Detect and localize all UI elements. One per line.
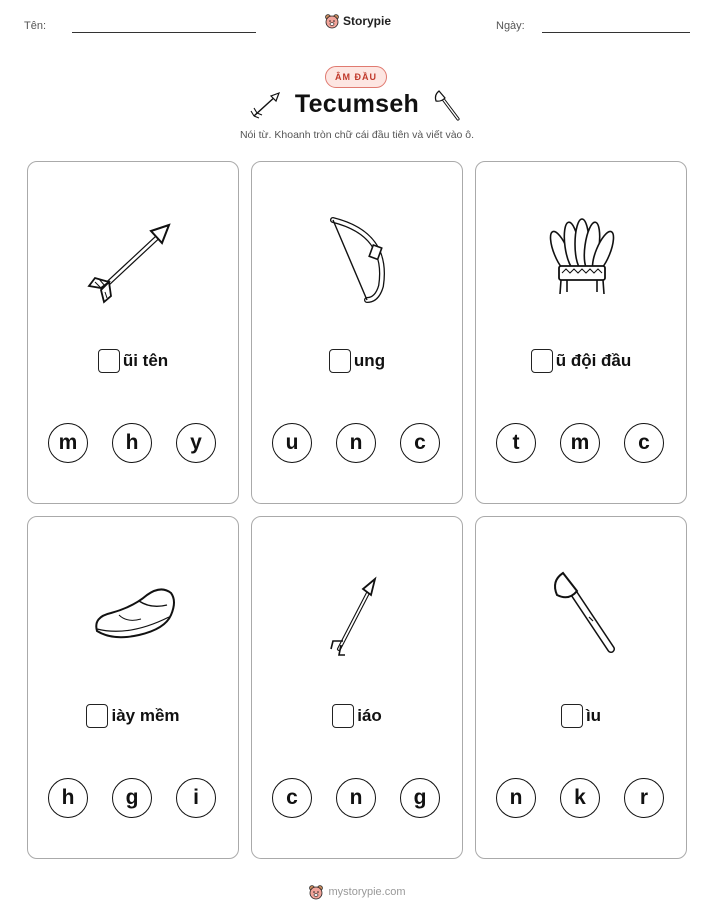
category-badge: ÂM ĐẦU — [325, 66, 387, 88]
answer-box[interactable] — [561, 704, 583, 728]
word-prompt — [252, 704, 462, 728]
bear-mascot-icon — [308, 884, 324, 900]
letter-choice[interactable]: n — [496, 778, 536, 818]
word-card — [251, 161, 463, 504]
letter-choice[interactable]: m — [48, 423, 88, 463]
name-line[interactable] — [72, 32, 256, 33]
letter-choice[interactable]: y — [176, 423, 216, 463]
axe-icon — [527, 571, 637, 661]
letter-choice[interactable]: g — [112, 778, 152, 818]
answer-box[interactable] — [329, 349, 351, 373]
answer-box[interactable] — [86, 704, 108, 728]
brand-logo — [324, 13, 391, 29]
spear-icon — [303, 571, 413, 661]
word-card — [251, 516, 463, 859]
footer-url[interactable]: mystorypie.com — [328, 886, 406, 898]
word-prompt — [28, 704, 238, 728]
word-ending: iày mềm — [111, 706, 180, 725]
word-ending: ung — [353, 351, 386, 370]
page-title: Tecumseh — [294, 90, 420, 118]
answer-box[interactable] — [98, 349, 120, 373]
word-card — [475, 161, 687, 504]
letter-choice[interactable]: c — [272, 778, 312, 818]
word-prompt — [476, 704, 686, 728]
date-line[interactable] — [542, 32, 690, 33]
word-card — [27, 516, 239, 859]
bear-mascot-icon — [324, 13, 340, 29]
letter-choice[interactable]: i — [176, 778, 216, 818]
moccasin-shoe-icon — [79, 571, 189, 661]
footer — [0, 884, 714, 900]
brand-name: Storypie — [343, 14, 392, 28]
instructions: Nói từ. Khoanh tròn chữ cái đầu tiên và viết vào ô. — [239, 129, 475, 141]
answer-box[interactable] — [332, 704, 354, 728]
letter-choice[interactable]: h — [48, 778, 88, 818]
answer-box[interactable] — [531, 349, 553, 373]
arrow-icon — [79, 216, 189, 306]
letter-choice[interactable]: c — [624, 423, 664, 463]
letter-choice[interactable]: m — [560, 423, 600, 463]
letter-choice[interactable]: n — [336, 423, 376, 463]
feather-headdress-icon — [527, 216, 637, 306]
word-prompt — [252, 349, 462, 373]
letter-choice[interactable]: t — [496, 423, 536, 463]
letter-choice[interactable]: u — [272, 423, 312, 463]
word-card — [475, 516, 687, 859]
letter-choice[interactable]: c — [400, 423, 440, 463]
date-label: Ngày: — [496, 20, 525, 32]
word-ending: ũ đội đầu — [555, 351, 632, 370]
name-label: Tên: — [24, 20, 47, 32]
word-ending: iáo — [357, 706, 382, 725]
axe-icon — [431, 89, 463, 123]
bow-icon — [303, 216, 413, 306]
letter-choice[interactable]: h — [112, 423, 152, 463]
word-prompt — [28, 349, 238, 373]
word-card — [27, 161, 239, 504]
word-prompt — [476, 349, 686, 373]
letter-choice[interactable]: g — [400, 778, 440, 818]
letter-choice[interactable]: r — [624, 778, 664, 818]
letter-choice[interactable]: n — [336, 778, 376, 818]
letter-choice[interactable]: k — [560, 778, 600, 818]
word-ending: ũi tên — [122, 351, 169, 370]
word-ending: ìu — [585, 706, 602, 725]
